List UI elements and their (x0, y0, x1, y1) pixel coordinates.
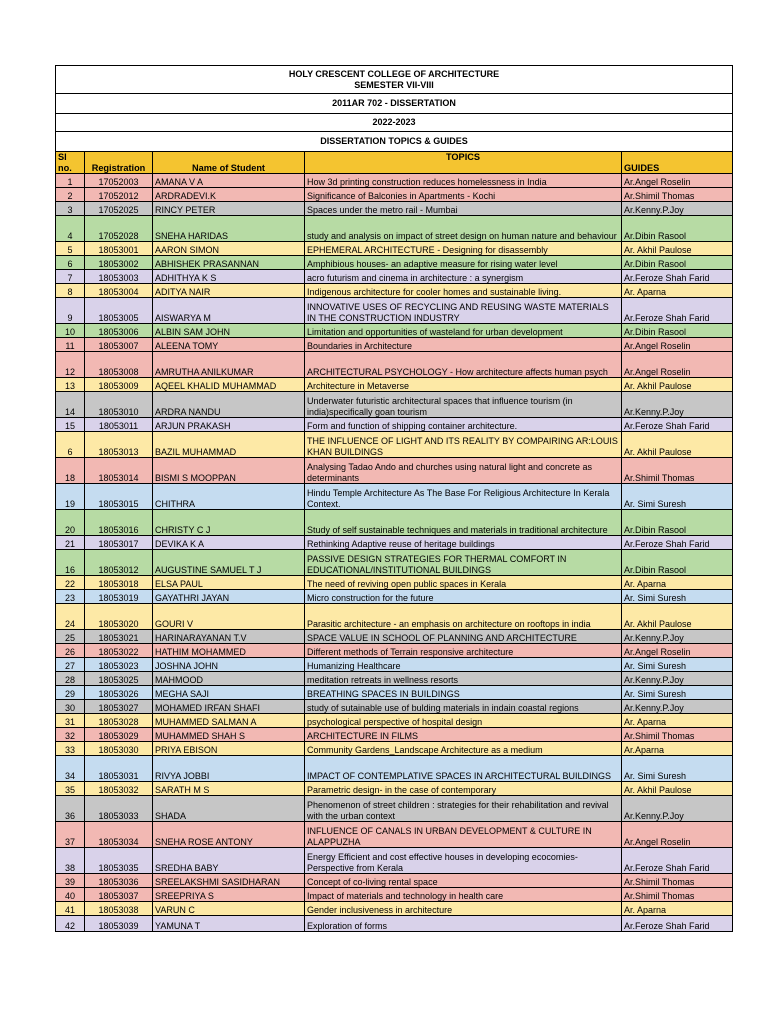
student-name-cell: AISWARYA M (153, 298, 305, 324)
table-row (56, 392, 733, 418)
table-row (56, 202, 733, 216)
table-row (56, 174, 733, 188)
topic-cell: Different methods of Terrain responsive architecture (305, 644, 622, 658)
topic-cell: Indigenous architecture for cooler homes and sustainable living. (305, 284, 622, 298)
sl-cell: 27 (56, 658, 85, 672)
topic-cell: Exploration of forms (305, 916, 622, 932)
student-name-cell: AQEEL KHALID MUHAMMAD (153, 378, 305, 392)
student-name-cell: ELSA PAUL (153, 576, 305, 590)
table-row (56, 590, 733, 604)
semester-label: SEMESTER VII-VIII (354, 79, 434, 90)
topic-cell: Phenomenon of street children : strategies for their rehabilitation and revival with the urban context (305, 796, 622, 822)
sl-cell: 20 (56, 510, 85, 536)
table-row (56, 630, 733, 644)
registration-cell: 18053017 (85, 536, 153, 550)
guide-cell: Ar.Angel Roselin (622, 352, 733, 378)
student-name-cell: SREEPRIYA S (153, 888, 305, 902)
guide-cell: Ar. Akhil Paulose (622, 782, 733, 796)
table-row (56, 378, 733, 392)
sl-cell: 38 (56, 848, 85, 874)
guide-cell: Ar.Feroze Shah Farid (622, 916, 733, 932)
topic-cell: Parametric design- in the case of contemporary (305, 782, 622, 796)
topic-cell: BREATHING SPACES IN BUILDINGS (305, 686, 622, 700)
registration-cell: 18053019 (85, 590, 153, 604)
topic-cell: How 3d printing construction reduces homelessness in India (305, 174, 622, 188)
sl-cell: 7 (56, 270, 85, 284)
guide-cell: Ar.Shimil Thomas (622, 458, 733, 484)
student-name-cell: MUHAMMED SHAH S (153, 728, 305, 742)
topic-cell: Architecture in Metaverse (305, 378, 622, 392)
registration-cell: 18053028 (85, 714, 153, 728)
sl-cell: 36 (56, 796, 85, 822)
sl-cell: 2 (56, 188, 85, 202)
student-name-cell: SNEHA ROSE ANTONY (153, 822, 305, 848)
student-name-cell: YAMUNA T (153, 916, 305, 932)
sl-cell: 4 (56, 216, 85, 242)
student-name-cell: SHADA (153, 796, 305, 822)
student-name-cell: MAHMOOD (153, 672, 305, 686)
student-name-cell: MUHAMMED SALMAN A (153, 714, 305, 728)
student-name-cell: VARUN C (153, 902, 305, 916)
topic-cell: INNOVATIVE USES OF RECYCLING AND REUSING WASTE MATERIALS IN THE CONSTRUCTION INDUSTRY (305, 298, 622, 324)
guide-cell: Ar.Shimil Thomas (622, 188, 733, 202)
sl-cell: 10 (56, 324, 85, 338)
guide-cell: Ar. Akhil Paulose (622, 432, 733, 458)
topic-cell: ARCHITECTURAL PSYCHOLOGY - How architecture affects human psych (305, 352, 622, 378)
sl-cell: 8 (56, 284, 85, 298)
registration-cell: 18053034 (85, 822, 153, 848)
topic-cell: Significance of Balconies in Apartments - Kochi (305, 188, 622, 202)
sl-cell: 15 (56, 418, 85, 432)
college-name: HOLY CRESCENT COLLEGE OF ARCHITECTURE (288, 69, 500, 80)
table-row (56, 658, 733, 672)
student-name-cell: BISMI S MOOPPAN (153, 458, 305, 484)
registration-cell: 18053009 (85, 378, 153, 392)
topic-cell: THE INFLUENCE OF LIGHT AND ITS REALITY BY COMPAIRING AR:LOUIS KHAN BUILDINGS (305, 432, 622, 458)
registration-cell: 18053006 (85, 324, 153, 338)
sl-cell: 14 (56, 392, 85, 418)
table-row (56, 550, 733, 576)
topic-cell: Amphibious houses- an adaptive measure for rising water level (305, 256, 622, 270)
table-row (56, 324, 733, 338)
table-row (56, 672, 733, 686)
registration-cell: 18053016 (85, 510, 153, 536)
guide-cell: Ar.Angel Roselin (622, 174, 733, 188)
sl-cell: 18 (56, 458, 85, 484)
sl-cell: 25 (56, 630, 85, 644)
sl-cell: 41 (56, 902, 85, 916)
registration-cell: 18053008 (85, 352, 153, 378)
topic-cell: meditation retreats in wellness resorts (305, 672, 622, 686)
guide-cell: Ar.Dibin Rasool (622, 256, 733, 270)
student-name-cell: PRIYA EBISON (153, 742, 305, 756)
topic-cell: Impact of materials and technology in health care (305, 888, 622, 902)
registration-cell: 18053036 (85, 874, 153, 888)
guide-cell: Ar. Aparna (622, 902, 733, 916)
topic-cell: Humanizing Healthcare (305, 658, 622, 672)
topic-cell: Community Gardens_Landscape Architecture as a medium (305, 742, 622, 756)
student-name-cell: JOSHNA JOHN (153, 658, 305, 672)
registration-cell: 18053035 (85, 848, 153, 874)
sl-cell: 9 (56, 298, 85, 324)
table-row (56, 352, 733, 378)
table-row (56, 796, 733, 822)
guide-cell: Ar. Simi Suresh (622, 756, 733, 782)
topic-cell: Limitation and opportunities of wasteland for urban development (305, 324, 622, 338)
table-row (56, 216, 733, 242)
guide-cell: Ar.Feroze Shah Farid (622, 418, 733, 432)
sl-cell: 23 (56, 590, 85, 604)
student-name-cell: ADITYA NAIR (153, 284, 305, 298)
registration-cell: 18053021 (85, 630, 153, 644)
sl-cell: 42 (56, 916, 85, 932)
table-row (56, 536, 733, 550)
student-name-cell: SREDHA BABY (153, 848, 305, 874)
student-name-cell: SREELAKSHMI SASIDHARAN (153, 874, 305, 888)
student-name-cell: HARINARAYANAN T.V (153, 630, 305, 644)
registration-cell: 18053030 (85, 742, 153, 756)
registration-cell: 17052025 (85, 202, 153, 216)
sl-cell: 13 (56, 378, 85, 392)
registration-cell: 18053023 (85, 658, 153, 672)
guide-cell: Ar.Aparna (622, 742, 733, 756)
student-name-cell: RINCY PETER (153, 202, 305, 216)
topic-cell: INFLUENCE OF CANALS IN URBAN DEVELOPMENT & CULTURE IN ALAPPUZHA (305, 822, 622, 848)
table-row (56, 256, 733, 270)
topic-cell: Micro construction for the future (305, 590, 622, 604)
guide-cell: Ar. Aparna (622, 714, 733, 728)
student-name-cell: AMRUTHA ANILKUMAR (153, 352, 305, 378)
guide-cell: Ar.Feroze Shah Farid (622, 298, 733, 324)
registration-cell: 18053022 (85, 644, 153, 658)
topic-cell: PASSIVE DESIGN STRATEGIES FOR THERMAL COMFORT IN EDUCATIONAL/INSTITUTIONAL BUILDINGS (305, 550, 622, 576)
college-title (56, 66, 733, 94)
sl-cell: 39 (56, 874, 85, 888)
registration-cell: 18053011 (85, 418, 153, 432)
sl-cell: 6 (56, 432, 85, 458)
sl-cell: 26 (56, 644, 85, 658)
dissertation-sheet (55, 65, 732, 932)
guide-cell: Ar.Feroze Shah Farid (622, 270, 733, 284)
guide-cell: Ar.Kenny.P.Joy (622, 630, 733, 644)
student-name-cell: CHITHRA (153, 484, 305, 510)
sl-cell: 11 (56, 338, 85, 352)
sl-cell: 5 (56, 242, 85, 256)
topic-cell: Underwater futuristic architectural spaces that influence tourism (in india)specifically goan tourism (305, 392, 622, 418)
guide-cell: Ar.Dibin Rasool (622, 324, 733, 338)
registration-cell: 17052028 (85, 216, 153, 242)
academic-year: 2022-2023 (56, 114, 733, 132)
sheet-subtitle: DISSERTATION TOPICS & GUIDES (56, 132, 733, 152)
topic-cell: Concept of co-living rental space (305, 874, 622, 888)
student-name-cell: RIVYA JOBBI (153, 756, 305, 782)
table-row (56, 644, 733, 658)
table-row (56, 284, 733, 298)
guide-cell: Ar. Aparna (622, 576, 733, 590)
guide-cell: Ar.Shimil Thomas (622, 888, 733, 902)
table-row (56, 188, 733, 202)
table-row (56, 916, 733, 932)
registration-cell: 18053012 (85, 550, 153, 576)
registration-cell: 18053007 (85, 338, 153, 352)
student-name-cell: ARDRA NANDU (153, 392, 305, 418)
guide-cell: Ar. Aparna (622, 284, 733, 298)
sl-cell: 16 (56, 550, 85, 576)
student-name-cell: MEGHA SAJI (153, 686, 305, 700)
topic-cell: ARCHITECTURE IN FILMS (305, 728, 622, 742)
registration-cell: 18053010 (85, 392, 153, 418)
registration-cell: 18053032 (85, 782, 153, 796)
guide-cell: Ar.Feroze Shah Farid (622, 848, 733, 874)
registration-cell: 18053005 (85, 298, 153, 324)
registration-cell: 18053029 (85, 728, 153, 742)
registration-cell: 18053004 (85, 284, 153, 298)
col-header-name: Name of Student (153, 152, 305, 174)
sl-cell: 32 (56, 728, 85, 742)
table-row (56, 604, 733, 630)
topic-cell: Analysing Tadao Ando and churches using natural light and concrete as determinants (305, 458, 622, 484)
table-row (56, 848, 733, 874)
student-name-cell: ARJUN PRAKASH (153, 418, 305, 432)
guide-cell: Ar.Angel Roselin (622, 338, 733, 352)
registration-cell: 18053002 (85, 256, 153, 270)
topic-cell: study and analysis on impact of street design on human nature and behaviour (305, 216, 622, 242)
table-row (56, 756, 733, 782)
sl-cell: 3 (56, 202, 85, 216)
table-row (56, 576, 733, 590)
registration-cell: 18053031 (85, 756, 153, 782)
sl-cell: 33 (56, 742, 85, 756)
guide-cell: Ar.Shimil Thomas (622, 874, 733, 888)
topic-cell: Energy Efficient and cost effective houses in developing ecocomies-Perspective from Kerala (305, 848, 622, 874)
guide-cell: Ar.Kenny.P.Joy (622, 672, 733, 686)
guide-cell: Ar.Kenny.P.Joy (622, 202, 733, 216)
registration-cell: 18053015 (85, 484, 153, 510)
table-row (56, 822, 733, 848)
sl-cell: 37 (56, 822, 85, 848)
table-row (56, 432, 733, 458)
registration-cell: 17052012 (85, 188, 153, 202)
table-row (56, 728, 733, 742)
col-header-registration: Registration (85, 152, 153, 174)
col-header-topics: TOPICS (305, 152, 622, 174)
sl-cell: 12 (56, 352, 85, 378)
guide-cell: Ar.Kenny.P.Joy (622, 700, 733, 714)
student-name-cell: ARDRADEVI.K (153, 188, 305, 202)
student-name-cell: SNEHA HARIDAS (153, 216, 305, 242)
guide-cell: Ar.Shimil Thomas (622, 728, 733, 742)
registration-cell: 17052003 (85, 174, 153, 188)
registration-cell: 18053039 (85, 916, 153, 932)
topic-cell: IMPACT OF CONTEMPLATIVE SPACES IN ARCHITECTURAL BUILDINGS (305, 756, 622, 782)
topic-cell: acro futurism and cinema in architecture : a synergism (305, 270, 622, 284)
student-name-cell: SARATH M S (153, 782, 305, 796)
student-name-cell: AUGUSTINE SAMUEL T J (153, 550, 305, 576)
student-name-cell: CHRISTY C J (153, 510, 305, 536)
sl-cell: 31 (56, 714, 85, 728)
registration-cell: 18053027 (85, 700, 153, 714)
sl-cell: 28 (56, 672, 85, 686)
registration-cell: 18053014 (85, 458, 153, 484)
col-header-sl: Sl no. (56, 152, 85, 174)
topic-cell: Hindu Temple Architecture As The Base For Religious Architecture In Kerala Context. (305, 484, 622, 510)
sl-cell: 35 (56, 782, 85, 796)
col-header-guides: GUIDES (622, 152, 733, 174)
guide-cell: Ar. Akhil Paulose (622, 242, 733, 256)
table-row (56, 686, 733, 700)
registration-cell: 18053013 (85, 432, 153, 458)
table-row (56, 298, 733, 324)
table-row (56, 902, 733, 916)
topic-cell: Gender inclusiveness in architecture (305, 902, 622, 916)
guide-cell: Ar.Angel Roselin (622, 644, 733, 658)
table-row (56, 242, 733, 256)
registration-cell: 18053018 (85, 576, 153, 590)
student-name-cell: GOURI V (153, 604, 305, 630)
guide-cell: Ar.Dibin Rasool (622, 510, 733, 536)
student-name-cell: HATHIM MOHAMMED (153, 644, 305, 658)
table-row (56, 458, 733, 484)
table-row (56, 888, 733, 902)
student-rows (56, 174, 733, 932)
topic-cell: study of sutainable use of bulding materials in indain coastal regions (305, 700, 622, 714)
guide-cell: Ar. Simi Suresh (622, 686, 733, 700)
guide-cell: Ar. Simi Suresh (622, 590, 733, 604)
topic-cell: The need of reviving open public spaces in Kerala (305, 576, 622, 590)
topic-cell: SPACE VALUE IN SCHOOL OF PLANNING AND ARCHITECTURE (305, 630, 622, 644)
sl-cell: 19 (56, 484, 85, 510)
guide-cell: Ar.Dibin Rasool (622, 550, 733, 576)
student-name-cell: ADHITHYA K S (153, 270, 305, 284)
sl-cell: 24 (56, 604, 85, 630)
table-row (56, 714, 733, 728)
topic-cell: EPHEMERAL ARCHITECTURE - Designing for disassembly (305, 242, 622, 256)
topic-cell: Form and function of shipping container architecture. (305, 418, 622, 432)
guide-cell: Ar.Kenny.P.Joy (622, 392, 733, 418)
registration-cell: 18053003 (85, 270, 153, 284)
guide-cell: Ar. Akhil Paulose (622, 378, 733, 392)
topic-cell: Spaces under the metro rail - Mumbai (305, 202, 622, 216)
sl-cell: 1 (56, 174, 85, 188)
sl-cell: 40 (56, 888, 85, 902)
sl-cell: 30 (56, 700, 85, 714)
course-title: 2011AR 702 - DISSERTATION (56, 94, 733, 114)
sl-cell: 6 (56, 256, 85, 270)
student-name-cell: ALEENA TOMY (153, 338, 305, 352)
guide-cell: Ar.Angel Roselin (622, 822, 733, 848)
student-name-cell: ALBIN SAM JOHN (153, 324, 305, 338)
registration-cell: 18053037 (85, 888, 153, 902)
registration-cell: 18053025 (85, 672, 153, 686)
table-row (56, 338, 733, 352)
student-name-cell: DEVIKA K A (153, 536, 305, 550)
table-row (56, 742, 733, 756)
registration-cell: 18053033 (85, 796, 153, 822)
table-row (56, 874, 733, 888)
guide-cell: Ar. Akhil Paulose (622, 604, 733, 630)
student-name-cell: GAYATHRI JAYAN (153, 590, 305, 604)
guide-cell: Ar.Kenny.P.Joy (622, 796, 733, 822)
table-row (56, 418, 733, 432)
table-row (56, 270, 733, 284)
topic-cell: Boundaries in Architecture (305, 338, 622, 352)
student-name-cell: AARON SIMON (153, 242, 305, 256)
student-name-cell: BAZIL MUHAMMAD (153, 432, 305, 458)
sl-cell: 34 (56, 756, 85, 782)
registration-cell: 18053020 (85, 604, 153, 630)
student-name-cell: ABHISHEK PRASANNAN (153, 256, 305, 270)
dissertation-table (55, 65, 733, 932)
guide-cell: Ar. Simi Suresh (622, 484, 733, 510)
sl-cell: 29 (56, 686, 85, 700)
registration-cell: 18053026 (85, 686, 153, 700)
table-row (56, 782, 733, 796)
registration-cell: 18053038 (85, 902, 153, 916)
sl-cell: 21 (56, 536, 85, 550)
table-row (56, 484, 733, 510)
guide-cell: Ar.Dibin Rasool (622, 216, 733, 242)
table-row (56, 510, 733, 536)
guide-cell: Ar.Feroze Shah Farid (622, 536, 733, 550)
student-name-cell: MOHAMED IRFAN SHAFI (153, 700, 305, 714)
student-name-cell: AMANA V A (153, 174, 305, 188)
topic-cell: Study of self sustainable techniques and materials in traditional architecture (305, 510, 622, 536)
topic-cell: Rethinking Adaptive reuse of heritage buildings (305, 536, 622, 550)
guide-cell: Ar. Simi Suresh (622, 658, 733, 672)
topic-cell: psychological perspective of hospital design (305, 714, 622, 728)
table-row (56, 700, 733, 714)
topic-cell: Parasitic architecture - an emphasis on architecture on rooftops in india (305, 604, 622, 630)
registration-cell: 18053001 (85, 242, 153, 256)
sl-cell: 22 (56, 576, 85, 590)
